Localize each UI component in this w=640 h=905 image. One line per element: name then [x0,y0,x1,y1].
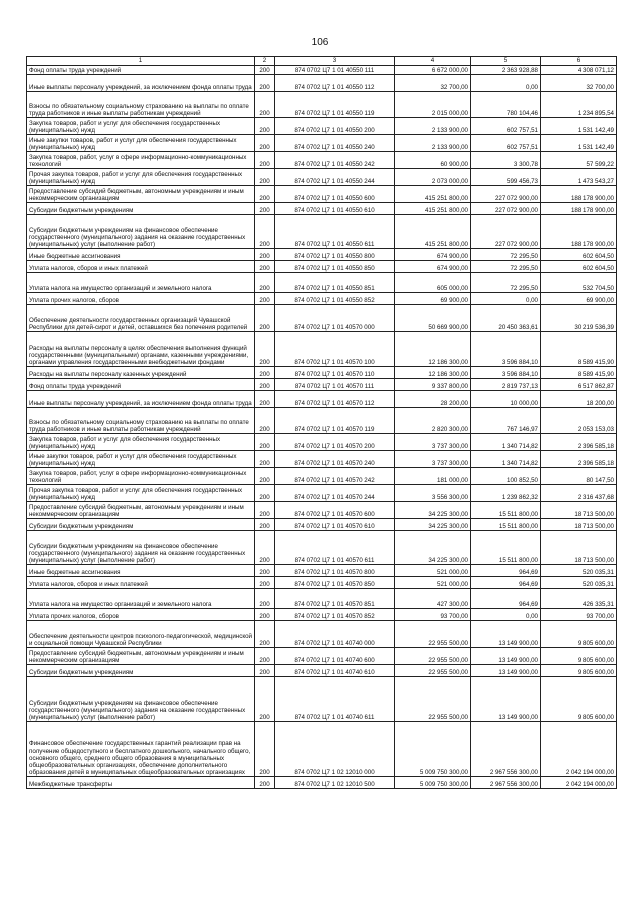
row-name-cell: Фонд оплаты труда учреждений [27,66,255,75]
table-row [27,135,617,152]
row-grbs-cell: 200 [255,722,275,777]
row-code-cell: 874 0702 Ц7 1 01 40550 119 [275,92,395,118]
row-grbs-cell: 200 [255,118,275,135]
row-value-remaining-cell: 57 599,22 [541,152,617,169]
row-code-cell: 874 0702 Ц7 1 01 40740 610 [275,665,395,677]
row-value-approved-cell: 415 251 800,00 [395,215,471,249]
row-code-cell: 874 0702 Ц7 1 01 40570 119 [275,408,395,434]
row-value-remaining-cell: 188 178 900,00 [541,203,617,215]
row-value-approved-cell: 415 251 800,00 [395,203,471,215]
row-code-cell: 874 0702 Ц7 1 01 40550 800 [275,249,395,261]
table-row [27,261,617,273]
table-row [27,434,617,451]
table-row [27,367,617,379]
row-value-remaining-cell: 520 035,31 [541,565,617,577]
row-value-executed-cell: 227 072 900,00 [471,215,541,249]
row-grbs-cell: 200 [255,293,275,305]
row-value-approved-cell: 32 700,00 [395,75,471,92]
row-code-cell: 874 0702 Ц7 1 02 12010 500 [275,777,395,789]
row-name-cell: Предоставление субсидий бюджетным, автономным учреждениям и иным некоммерческим организациям [27,502,255,519]
header-row [27,57,617,66]
row-name-cell: Финансовое обеспечение государственных гарантий реализации прав на получение общедоступного и бесплатного дошкольного, начального общего, основного общего, среднего общего образования в муниципальных общеобразовательных организациях, обеспечение дополнительного образования детей в муниципальных общеобразовательных организациях [27,722,255,777]
row-value-approved-cell: 9 337 800,00 [395,379,471,391]
row-name-cell: Иные бюджетные ассигнования [27,249,255,261]
row-code-cell: 874 0702 Ц7 1 01 40570 100 [275,332,395,367]
row-value-remaining-cell: 602 604,50 [541,261,617,273]
row-value-executed-cell: 72 295,50 [471,249,541,261]
row-name-cell: Межбюджетные трансферты [27,777,255,789]
row-name-cell: Уплата налогов, сборов и иных платежей [27,577,255,589]
row-value-approved-cell: 50 669 900,00 [395,305,471,332]
row-code-cell: 874 0702 Ц7 1 02 12010 000 [275,722,395,777]
row-name-cell: Фонд оплаты труда учреждений [27,379,255,391]
row-value-approved-cell: 34 225 300,00 [395,502,471,519]
row-name-cell: Иные выплаты персоналу учреждений, за исключением фонда оплаты труда [27,391,255,408]
row-value-executed-cell: 227 072 900,00 [471,203,541,215]
row-value-approved-cell: 22 955 500,00 [395,648,471,665]
row-value-executed-cell: 227 072 900,00 [471,186,541,203]
table-row [27,273,617,293]
table-row [27,621,617,648]
row-value-executed-cell: 2 967 556 300,00 [471,777,541,789]
row-value-remaining-cell: 520 035,31 [541,577,617,589]
row-value-executed-cell: 0,00 [471,609,541,621]
row-code-cell: 874 0702 Ц7 1 01 40550 852 [275,293,395,305]
row-value-remaining-cell: 532 704,50 [541,273,617,293]
column-header: 2 [255,57,275,66]
row-grbs-cell: 200 [255,261,275,273]
row-value-remaining-cell: 2 316 437,68 [541,485,617,502]
row-grbs-cell: 200 [255,379,275,391]
row-name-cell: Закупка товаров, работ и услуг для обеспечения государственных (муниципальных) нужд [27,434,255,451]
row-value-approved-cell: 6 672 000,00 [395,66,471,75]
row-value-executed-cell: 15 511 800,00 [471,531,541,565]
row-name-cell: Субсидии бюджетным учреждениям [27,665,255,677]
row-value-remaining-cell: 32 700,00 [541,75,617,92]
row-value-executed-cell: 964,69 [471,589,541,609]
row-value-approved-cell: 674 900,00 [395,261,471,273]
row-value-executed-cell: 964,69 [471,577,541,589]
row-grbs-cell: 200 [255,215,275,249]
row-value-remaining-cell: 2 396 585,18 [541,434,617,451]
row-name-cell: Взносы по обязательному социальному страхованию на выплаты по оплате труда работников и иные выплаты работникам учреждений [27,92,255,118]
table-row [27,152,617,169]
row-value-approved-cell: 93 700,00 [395,609,471,621]
row-name-cell: Расходы на выплаты персоналу казенных учреждений [27,367,255,379]
row-value-executed-cell: 13 149 900,00 [471,621,541,648]
table-row [27,577,617,589]
row-value-approved-cell: 28 200,00 [395,391,471,408]
table-row [27,332,617,367]
row-name-cell: Уплата налогов, сборов и иных платежей [27,261,255,273]
row-value-remaining-cell: 188 178 900,00 [541,215,617,249]
row-name-cell: Уплата прочих налогов, сборов [27,609,255,621]
row-name-cell: Взносы по обязательному социальному страхованию на выплаты по оплате труда работников и иные выплаты работникам учреждений [27,408,255,434]
row-value-remaining-cell: 1 531 142,49 [541,135,617,152]
row-value-approved-cell: 3 737 300,00 [395,434,471,451]
table-row [27,249,617,261]
table-row [27,519,617,531]
column-header: 5 [471,57,541,66]
row-name-cell: Закупка товаров, работ и услуг для обеспечения государственных (муниципальных) нужд [27,118,255,135]
column-header: 4 [395,57,471,66]
row-value-remaining-cell: 4 308 071,12 [541,66,617,75]
row-value-executed-cell: 3 300,78 [471,152,541,169]
row-code-cell: 874 0702 Ц7 1 01 40550 200 [275,118,395,135]
row-value-executed-cell: 3 596 884,10 [471,332,541,367]
row-value-remaining-cell: 80 147,50 [541,468,617,485]
row-value-executed-cell: 2 967 556 300,00 [471,722,541,777]
row-name-cell: Уплата налога на имущество организаций и земельного налога [27,273,255,293]
table-row [27,531,617,565]
row-grbs-cell: 200 [255,777,275,789]
table-row [27,451,617,468]
row-value-executed-cell: 964,69 [471,565,541,577]
table-row [27,169,617,186]
table-body [27,66,617,789]
row-value-executed-cell: 2 363 928,88 [471,66,541,75]
row-grbs-cell: 200 [255,565,275,577]
row-code-cell: 874 0702 Ц7 1 01 40740 600 [275,648,395,665]
row-value-executed-cell: 13 149 900,00 [471,665,541,677]
row-name-cell: Субсидии бюджетным учреждениям [27,519,255,531]
row-value-approved-cell: 2 015 000,00 [395,92,471,118]
table-row [27,565,617,577]
row-value-approved-cell: 22 955 500,00 [395,665,471,677]
row-grbs-cell: 200 [255,589,275,609]
table-row [27,391,617,408]
row-value-remaining-cell: 18 713 500,00 [541,531,617,565]
row-grbs-cell: 200 [255,621,275,648]
row-code-cell: 874 0702 Ц7 1 01 40740 000 [275,621,395,648]
row-value-remaining-cell: 2 042 194 000,00 [541,722,617,777]
table-row [27,305,617,332]
row-code-cell: 874 0702 Ц7 1 01 40570 242 [275,468,395,485]
row-value-approved-cell: 34 225 300,00 [395,519,471,531]
table-row [27,677,617,722]
row-grbs-cell: 200 [255,609,275,621]
row-grbs-cell: 200 [255,648,275,665]
row-code-cell: 874 0702 Ц7 1 01 40550 851 [275,273,395,293]
row-grbs-cell: 200 [255,502,275,519]
row-grbs-cell: 200 [255,92,275,118]
row-grbs-cell: 200 [255,468,275,485]
row-code-cell: 874 0702 Ц7 1 01 40570 200 [275,434,395,451]
row-code-cell: 874 0702 Ц7 1 01 40550 111 [275,66,395,75]
row-value-remaining-cell: 8 589 415,90 [541,332,617,367]
row-value-approved-cell: 34 225 300,00 [395,531,471,565]
row-name-cell: Закупка товаров, работ, услуг в сфере информационно-коммуникационных технологий [27,152,255,169]
row-value-remaining-cell: 2 396 585,18 [541,451,617,468]
column-header: 6 [541,57,617,66]
row-name-cell: Субсидии бюджетным учреждениям на финансовое обеспечение государственного (муниципального) задания на оказание государственных (муниципальных) услуг (выполнение работ) [27,531,255,565]
row-value-remaining-cell: 9 805 600,00 [541,665,617,677]
row-value-remaining-cell: 18 713 500,00 [541,519,617,531]
table-row [27,722,617,777]
row-code-cell: 874 0702 Ц7 1 01 40570 800 [275,565,395,577]
row-value-executed-cell: 0,00 [471,75,541,92]
row-grbs-cell: 200 [255,249,275,261]
row-value-remaining-cell: 69 900,00 [541,293,617,305]
row-value-executed-cell: 0,00 [471,293,541,305]
row-grbs-cell: 200 [255,485,275,502]
column-header: 3 [275,57,395,66]
row-code-cell: 874 0702 Ц7 1 01 40550 850 [275,261,395,273]
table-row [27,589,617,609]
row-value-executed-cell: 1 340 714,82 [471,451,541,468]
table-row [27,485,617,502]
row-value-remaining-cell: 18 713 500,00 [541,502,617,519]
row-name-cell: Обеспечение деятельности государственных организаций Чувашской Республики для детей-сирот и детей, оставшихся без попечения родителей [27,305,255,332]
row-value-executed-cell: 15 511 800,00 [471,519,541,531]
row-name-cell: Иные закупки товаров, работ и услуг для обеспечения государственных (муниципальных) нужд [27,135,255,152]
row-value-approved-cell: 69 900,00 [395,293,471,305]
row-name-cell: Субсидии бюджетным учреждениям на финансовое обеспечение государственного (муниципального) задания на оказание государственных (муниципальных) услуг (выполнение работ) [27,677,255,722]
row-value-executed-cell: 780 104,46 [471,92,541,118]
table-row [27,186,617,203]
row-value-approved-cell: 674 900,00 [395,249,471,261]
row-code-cell: 874 0702 Ц7 1 01 40570 111 [275,379,395,391]
row-grbs-cell: 200 [255,305,275,332]
row-value-remaining-cell: 426 335,31 [541,589,617,609]
row-grbs-cell: 200 [255,332,275,367]
row-grbs-cell: 200 [255,203,275,215]
row-value-executed-cell: 72 295,50 [471,261,541,273]
row-name-cell: Иные закупки товаров, работ и услуг для обеспечения государственных (муниципальных) нужд [27,451,255,468]
row-code-cell: 874 0702 Ц7 1 01 40570 600 [275,502,395,519]
row-value-approved-cell: 2 133 900,00 [395,118,471,135]
row-value-approved-cell: 12 186 300,00 [395,367,471,379]
table-row [27,502,617,519]
row-value-approved-cell: 521 000,00 [395,565,471,577]
table-row [27,665,617,677]
row-value-executed-cell: 72 295,50 [471,273,541,293]
row-code-cell: 874 0702 Ц7 1 01 40570 110 [275,367,395,379]
row-grbs-cell: 200 [255,677,275,722]
row-name-cell: Прочая закупка товаров, работ и услуг для обеспечения государственных (муниципальных) нужд [27,169,255,186]
row-value-executed-cell: 3 596 884,10 [471,367,541,379]
row-value-executed-cell: 767 146,97 [471,408,541,434]
row-code-cell: 874 0702 Ц7 1 01 40570 851 [275,589,395,609]
row-code-cell: 874 0702 Ц7 1 01 40550 240 [275,135,395,152]
table-row [27,468,617,485]
table-row [27,408,617,434]
row-grbs-cell: 200 [255,152,275,169]
row-grbs-cell: 200 [255,66,275,75]
row-value-approved-cell: 415 251 800,00 [395,186,471,203]
row-value-executed-cell: 15 511 800,00 [471,502,541,519]
row-value-remaining-cell: 9 805 600,00 [541,677,617,722]
row-grbs-cell: 200 [255,169,275,186]
row-value-approved-cell: 5 009 750 300,00 [395,777,471,789]
row-value-remaining-cell: 188 178 900,00 [541,186,617,203]
row-grbs-cell: 200 [255,434,275,451]
row-code-cell: 874 0702 Ц7 1 01 40570 112 [275,391,395,408]
row-code-cell: 874 0702 Ц7 1 01 40550 112 [275,75,395,92]
row-value-approved-cell: 2 133 900,00 [395,135,471,152]
table-row [27,75,617,92]
row-code-cell: 874 0702 Ц7 1 01 40570 244 [275,485,395,502]
row-value-remaining-cell: 1 473 543,27 [541,169,617,186]
table-row [27,203,617,215]
row-name-cell: Закупка товаров, работ, услуг в сфере информационно-коммуникационных технологий [27,468,255,485]
column-header: 1 [27,57,255,66]
row-value-approved-cell: 521 000,00 [395,577,471,589]
row-value-remaining-cell: 602 604,50 [541,249,617,261]
table-row [27,66,617,75]
row-value-remaining-cell: 1 234 895,54 [541,92,617,118]
row-value-executed-cell: 602 757,51 [471,135,541,152]
row-value-remaining-cell: 9 805 600,00 [541,648,617,665]
row-value-approved-cell: 5 009 750 300,00 [395,722,471,777]
row-value-remaining-cell: 2 042 194 000,00 [541,777,617,789]
row-value-remaining-cell: 30 219 536,39 [541,305,617,332]
row-value-executed-cell: 2 819 737,13 [471,379,541,391]
row-code-cell: 874 0702 Ц7 1 01 40570 611 [275,531,395,565]
row-code-cell: 874 0702 Ц7 1 01 40570 850 [275,577,395,589]
row-grbs-cell: 200 [255,186,275,203]
row-name-cell: Уплата прочих налогов, сборов [27,293,255,305]
table-row [27,648,617,665]
row-grbs-cell: 200 [255,367,275,379]
row-grbs-cell: 200 [255,451,275,468]
row-name-cell: Прочая закупка товаров, работ и услуг для обеспечения государственных (муниципальных) нужд [27,485,255,502]
row-value-executed-cell: 20 450 363,61 [471,305,541,332]
row-name-cell: Расходы на выплаты персоналу в целях обеспечения выполнения функций государственными (муниципальными) органами, казенными учреждениями, органами управления государственными внебюджетными фондами [27,332,255,367]
row-code-cell: 874 0702 Ц7 1 01 40570 000 [275,305,395,332]
row-value-executed-cell: 10 000,00 [471,391,541,408]
row-name-cell: Уплата налога на имущество организаций и земельного налога [27,589,255,609]
row-code-cell: 874 0702 Ц7 1 01 40550 600 [275,186,395,203]
row-value-executed-cell: 1 239 862,32 [471,485,541,502]
row-code-cell: 874 0702 Ц7 1 01 40740 611 [275,677,395,722]
row-value-approved-cell: 427 300,00 [395,589,471,609]
row-value-remaining-cell: 6 517 862,87 [541,379,617,391]
row-name-cell: Предоставление субсидий бюджетным, автономным учреждениям и иным некоммерческим организациям [27,648,255,665]
row-code-cell: 874 0702 Ц7 1 01 40550 611 [275,215,395,249]
budget-table [26,56,617,789]
row-value-approved-cell: 181 000,00 [395,468,471,485]
table-row [27,609,617,621]
row-grbs-cell: 200 [255,135,275,152]
table-row [27,118,617,135]
row-value-remaining-cell: 9 805 600,00 [541,621,617,648]
table-header [27,57,617,66]
table-row [27,379,617,391]
row-value-remaining-cell: 1 531 142,49 [541,118,617,135]
row-grbs-cell: 200 [255,391,275,408]
row-value-approved-cell: 12 186 300,00 [395,332,471,367]
row-value-approved-cell: 2 073 000,00 [395,169,471,186]
row-name-cell: Иные бюджетные ассигнования [27,565,255,577]
row-value-executed-cell: 100 852,50 [471,468,541,485]
row-value-remaining-cell: 8 589 415,90 [541,367,617,379]
row-value-executed-cell: 602 757,51 [471,118,541,135]
row-name-cell: Субсидии бюджетным учреждениям на финансовое обеспечение государственного (муниципального) задания на оказание государственных (муниципальных) услуг (выполнение работ) [27,215,255,249]
row-value-remaining-cell: 18 200,00 [541,391,617,408]
row-value-approved-cell: 22 955 500,00 [395,677,471,722]
table-row [27,215,617,249]
row-name-cell: Предоставление субсидий бюджетным, автономным учреждениям и иным некоммерческим организациям [27,186,255,203]
table-row [27,777,617,789]
row-name-cell: Иные выплаты персоналу учреждений, за исключением фонда оплаты труда [27,75,255,92]
row-code-cell: 874 0702 Ц7 1 01 40550 610 [275,203,395,215]
row-value-approved-cell: 605 000,00 [395,273,471,293]
row-code-cell: 874 0702 Ц7 1 01 40570 852 [275,609,395,621]
row-code-cell: 874 0702 Ц7 1 01 40570 610 [275,519,395,531]
row-value-approved-cell: 60 900,00 [395,152,471,169]
table-row [27,92,617,118]
row-value-approved-cell: 2 820 300,00 [395,408,471,434]
row-value-executed-cell: 13 149 900,00 [471,648,541,665]
row-value-approved-cell: 22 955 500,00 [395,621,471,648]
row-value-approved-cell: 3 737 300,00 [395,451,471,468]
row-name-cell: Субсидии бюджетным учреждениям [27,203,255,215]
row-code-cell: 874 0702 Ц7 1 01 40570 240 [275,451,395,468]
row-value-remaining-cell: 2 053 153,03 [541,408,617,434]
row-grbs-cell: 200 [255,519,275,531]
row-code-cell: 874 0702 Ц7 1 01 40550 242 [275,152,395,169]
row-value-approved-cell: 3 556 300,00 [395,485,471,502]
row-value-executed-cell: 1 340 714,82 [471,434,541,451]
table-row [27,293,617,305]
row-grbs-cell: 200 [255,577,275,589]
row-grbs-cell: 200 [255,665,275,677]
row-value-executed-cell: 13 149 900,00 [471,677,541,722]
row-value-remaining-cell: 93 700,00 [541,609,617,621]
row-value-executed-cell: 599 456,73 [471,169,541,186]
row-name-cell: Обеспечение деятельности центров психолого-педагогической, медицинской и социальной помощи Чувашской Республики [27,621,255,648]
row-grbs-cell: 200 [255,531,275,565]
row-grbs-cell: 200 [255,408,275,434]
row-grbs-cell: 200 [255,273,275,293]
row-code-cell: 874 0702 Ц7 1 01 40550 244 [275,169,395,186]
page-number: 106 [311,37,329,48]
row-grbs-cell: 200 [255,75,275,92]
